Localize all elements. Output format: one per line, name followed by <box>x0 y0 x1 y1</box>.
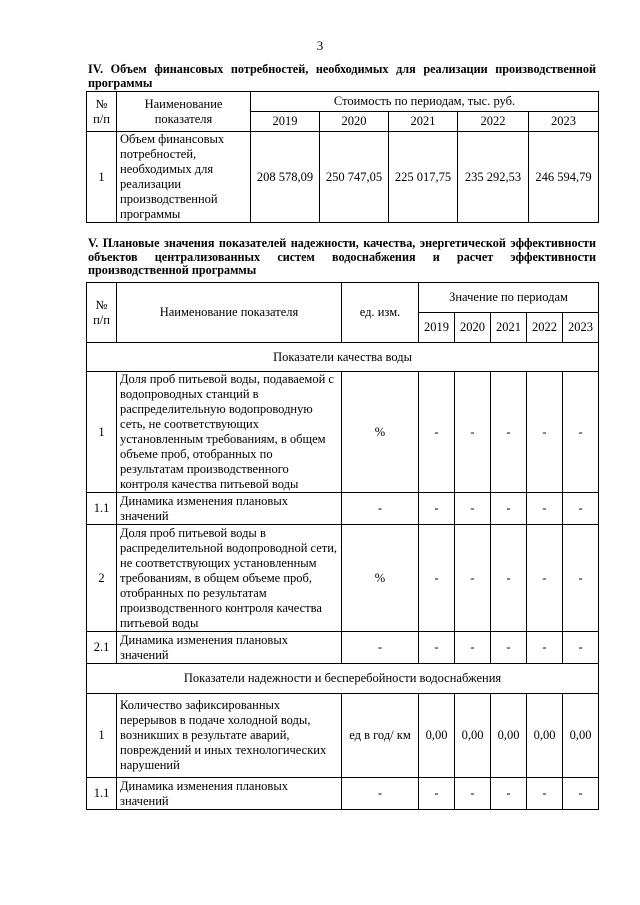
row-value: - <box>455 632 491 664</box>
row-value: - <box>455 778 491 810</box>
row-value: - <box>527 493 563 525</box>
row-value: 0,00 <box>563 694 599 778</box>
row-num: 1 <box>87 132 117 223</box>
table-row <box>87 694 599 778</box>
cost-value: 246 594,79 <box>529 132 599 223</box>
cost-value: 235 292,53 <box>458 132 529 223</box>
row-value: - <box>491 493 527 525</box>
row-value: - <box>563 632 599 664</box>
row-value: - <box>563 778 599 810</box>
table-row <box>87 132 599 223</box>
table-row <box>87 525 599 632</box>
row-value: - <box>419 372 455 493</box>
row-num: 1.1 <box>87 493 117 525</box>
row-value: 0,00 <box>491 694 527 778</box>
year-header: 2020 <box>455 313 491 343</box>
section-5-heading: V. Плановые значения показателей надежности, качества, энергетической эффективности объектов централизованных систем водоснабжения и расчет эффективности производственной программы <box>88 236 596 277</box>
year-header: 2022 <box>527 313 563 343</box>
row-value: - <box>563 372 599 493</box>
group-header-quality: Показатели качества воды <box>87 343 599 372</box>
row-value: - <box>527 525 563 632</box>
col-unit-header: ед. изм. <box>342 283 419 343</box>
row-value: - <box>455 525 491 632</box>
row-name: Доля проб питьевой воды, подаваемой с водопроводных станций в распределительную водопроводную сеть, не соответствующих установленным требованиям, в общем объеме проб, отобранных по результатам производственного контроля качества питьевой воды <box>117 372 342 493</box>
year-header: 2019 <box>419 313 455 343</box>
col-cost-header: Стоимость по периодам, тыс. руб. <box>251 92 599 112</box>
group-header-reliability: Показатели надежности и бесперебойности водоснабжения <box>87 664 599 694</box>
row-name: Динамика изменения плановых значений <box>117 493 342 525</box>
year-header: 2023 <box>529 112 599 132</box>
year-header: 2023 <box>563 313 599 343</box>
cost-value: 250 747,05 <box>320 132 389 223</box>
row-num: 2.1 <box>87 632 117 664</box>
col-num-header: № п/п <box>87 283 117 343</box>
row-value: - <box>491 525 527 632</box>
cost-value: 208 578,09 <box>251 132 320 223</box>
col-name-header: Наименование показателя <box>117 92 251 132</box>
row-num: 1 <box>87 372 117 493</box>
row-num: 1 <box>87 694 117 778</box>
table-row <box>87 372 599 493</box>
section-4-heading: IV. Объем финансовых потребностей, необходимых для реализации производственной программы <box>88 62 596 90</box>
page-number: 3 <box>316 38 324 53</box>
indicators-table <box>86 282 599 810</box>
row-value: - <box>455 493 491 525</box>
row-name: Доля проб питьевой воды в распределительной водопроводной сети, не соответствующих установленным требованиям, в общем объеме проб, отобранных по результатам производственного контроля качества питьевой воды <box>117 525 342 632</box>
row-value: - <box>419 525 455 632</box>
row-name: Динамика изменения плановых значений <box>117 778 342 810</box>
row-unit: % <box>342 372 419 493</box>
row-value: - <box>563 525 599 632</box>
row-unit: % <box>342 525 419 632</box>
col-values-header: Значение по периодам <box>419 283 599 313</box>
row-value: - <box>527 778 563 810</box>
row-value: - <box>419 632 455 664</box>
year-header: 2021 <box>389 112 458 132</box>
row-value: - <box>527 632 563 664</box>
row-unit: - <box>342 632 419 664</box>
table-row <box>87 778 599 810</box>
year-header: 2021 <box>491 313 527 343</box>
row-num: 2 <box>87 525 117 632</box>
row-name: Объем финансовых потребностей, необходимых для реализации производственной программы <box>117 132 251 223</box>
row-unit: ед в год/ км <box>342 694 419 778</box>
year-header: 2022 <box>458 112 529 132</box>
col-name-header: Наименование показателя <box>117 283 342 343</box>
row-value: - <box>563 493 599 525</box>
table-row <box>87 632 599 664</box>
row-value: - <box>455 372 491 493</box>
year-header: 2020 <box>320 112 389 132</box>
financial-needs-table <box>86 91 599 223</box>
row-value: - <box>419 778 455 810</box>
row-value: 0,00 <box>527 694 563 778</box>
row-value: 0,00 <box>419 694 455 778</box>
row-value: - <box>527 372 563 493</box>
row-value: 0,00 <box>455 694 491 778</box>
row-unit: - <box>342 493 419 525</box>
table-row <box>87 493 599 525</box>
row-value: - <box>491 372 527 493</box>
row-value: - <box>419 493 455 525</box>
row-num: 1.1 <box>87 778 117 810</box>
year-header: 2019 <box>251 112 320 132</box>
row-unit: - <box>342 778 419 810</box>
row-name: Количество зафиксированных перерывов в подаче холодной воды, возникших в результате аварий, повреждений и иных технологических нарушений <box>117 694 342 778</box>
row-value: - <box>491 778 527 810</box>
row-value: - <box>491 632 527 664</box>
row-name: Динамика изменения плановых значений <box>117 632 342 664</box>
col-num-header: № п/п <box>87 92 117 132</box>
cost-value: 225 017,75 <box>389 132 458 223</box>
